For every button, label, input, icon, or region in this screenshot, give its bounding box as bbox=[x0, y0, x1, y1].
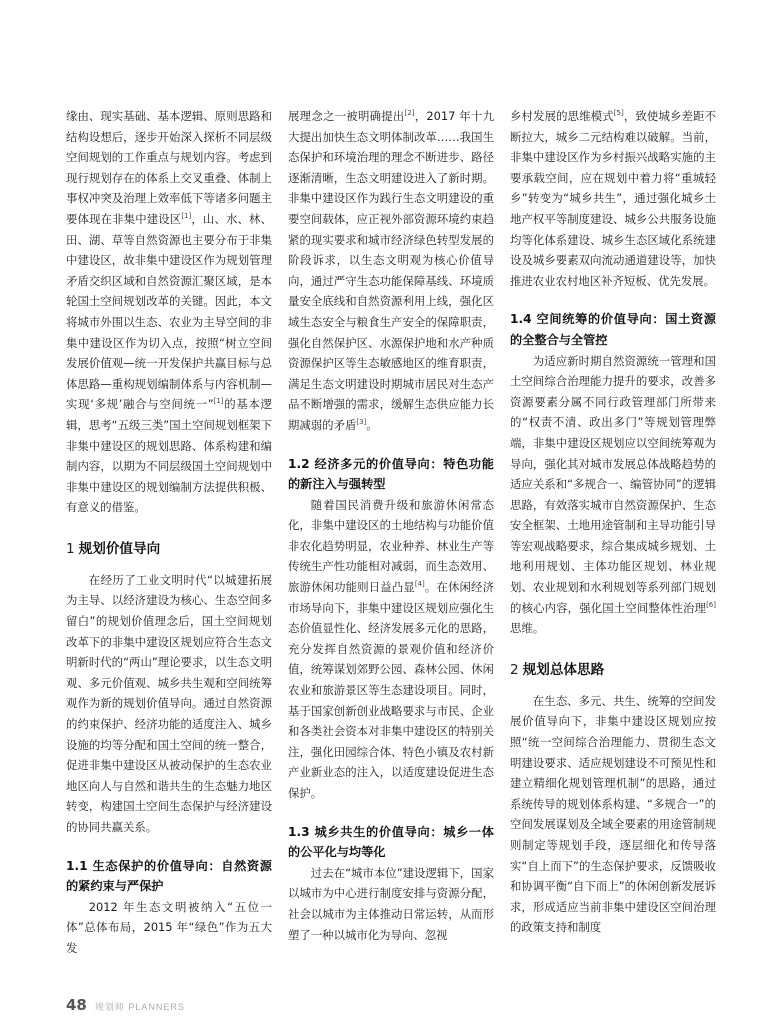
subsection-heading: 1.4 空间统筹的价值导向：国土资源的全整合与全管控 bbox=[510, 312, 716, 347]
subsection-heading: 1.2 经济多元的价值导向：特色功能的新注入与强转型 bbox=[288, 456, 494, 492]
citation-ref[interactable]: [5] bbox=[613, 109, 624, 118]
subsection-heading: 1.1 生态保护的价值导向：自然资源的紧约束与严保护 bbox=[66, 858, 272, 894]
column-middle bbox=[288, 106, 494, 945]
paragraph: 过去在“城市本位”建设逻辑下，国家以城市为中心进行制度安排与资源分配，社会以城市为主体推动日常运转，从而形塑了一种以城市化为导向、忽视 bbox=[288, 865, 494, 942]
paragraph: 随着国民消费升级和旅游休闲常态化，非集中建设区的土地结构与功能价值非农化趋势明显，农业种养、林业生产等传统生产性功能相对减弱，而生态效用、旅游休闲功能则日益凸显[4]。在休闲经济市场导向下，非集中建设区规划应强化生态价值显性化、经济发展多元化的思路，充分发挥自然资源的景观价值和经济价值，统筹谋划郊野公园、森林公园、休闲农业和旅游景区等生态建设项目。同时，基于国家创新创业战略要求与市民、企业和各类社会资本对非集中建设区的特别关注，强化田园综合体、特色小镇及农村新产业新业态的注入，以适度建设促进生态保护。 bbox=[288, 497, 494, 800]
paragraph: 为适应新时期自然资源统一管理和国土空间综合治理能力提升的要求，改善多资源要素分属不同行政管理部门所带来的“权责不清、政出多门”等规划管理弊端，非集中建设区规划应以空间统筹观为导向，强化其对城市发展总体战略趋势的适应关系和“多规合一、编管协同”的逻辑思路，有效落实城市自然资源保护、生态安全框架、土地用途管制和主导功能引导等宏观战略要求，综合集成城乡规划、土地利用规划、主体功能区规划、林业规划、农业规划和水利规划等系列部门规划的核心内容，强化国土空间整体性治理[6]思维。 bbox=[510, 353, 716, 636]
paragraph: 乡村发展的思维模式[5]，致使城乡差距不断拉大，城乡二元结构难以破解。当前，非集中建设区作为乡村振兴战略实施的主要承载空间，应在规划中着力将“重城轻乡”转变为“城乡共生”，通过强化城乡土地产权平等制度建设、城乡公共服务设施均等化体系建设、城乡生态区域化系统建设及城乡要素双向流动通道建设等，加快推进农业农村地区补齐短板、优先发展。 bbox=[510, 109, 716, 288]
paragraph: 在经历了工业文明时代“以城建拓展为主导、以经济建设为核心、生态空间多留白”的规划价值理念后，国土空间规划改革下的非集中建设区规划应符合生态文明新时代的“两山”理论要求，以生态文明观、多元价值观、城乡共生观和空间统筹观作为新的规划价值导向。通过自然资源的约束保护、经济功能的适度注入、城乡设施的均等分配和国土空间的统一整合，促进非集中建设区从被动保护的生态农业地区向人与自然和谐共生的生态魅力地区转变，构建国土空间生态保护与经济建设的协同共赢关系。 bbox=[66, 572, 272, 834]
column-right bbox=[510, 106, 716, 938]
citation-ref[interactable]: [1] bbox=[181, 212, 192, 221]
page-footer bbox=[66, 996, 185, 1016]
citation-ref[interactable]: [2] bbox=[404, 109, 415, 118]
section-heading: 2 规划总体思路 bbox=[510, 661, 605, 678]
page-number: 48 bbox=[66, 996, 87, 1014]
paragraph: 展理念之一被明确提出[2]，2017 年十九大提出加快生态文明体制改革……我国生态保护和环境治理的理念不断进步、路径逐渐清晰，生态文明建设进入了新时期。非集中建设区作为践行生态文明建设的重要空间载体，应正视外部资源环境约束趋紧的现实要求和城市经济绿色转型发展的阶段诉求，以生态文明观为核心价值导向，通过严守生态功能保障基线、环境质量安全底线和自然资源利用上线，强化区域生态安全与粮食生产安全的保障职责，强化自然保护区、水源保护地和水产种质资源保护区等生态敏感地区的维育职责，满足生态文明建设时期城市居民对生态产品不断增强的需求，缓解生态供应能力长期减弱的矛盾[3]。 bbox=[288, 109, 494, 432]
citation-ref[interactable]: [3] bbox=[356, 418, 367, 427]
citation-ref[interactable]: [4] bbox=[414, 580, 425, 589]
paragraph: 缘由、现实基础、基本逻辑、原则思路和结构设想后，逐步开始深入探析不同层级空间规划的工作重点与规划内容。考虑到现行规划存在的体系上交叉重叠、体制上事权冲突及治理上效率低下等诸多问题主要体现在非集中建设区[1]，山、水、林、田、湖、草等自然资源也主要分布于非集中建设区，故非集中建设区作为规划管理矛盾交织区域和自然资源汇聚区域，是本轮国土空间规划改革的关键。因此，本文将城市外围以生态、农业为主导空间的非集中建设区作为切入点，按照“树立空间发展价值观—统一开发保护共赢目标与总体思路—重构规划编制体系与内容机制—实现‘多规’融合与空间统一”[1]的基本逻辑，思考“五级三类”国土空间规划框架下非集中建设区的规划思路、体系构建和编制内容，以期为不同层级国土空间规划中非集中建设区的规划编制方法提供积极、有意义的借鉴。 bbox=[66, 109, 272, 515]
subsection-heading: 1.3 城乡共生的价值导向：城乡一体的公平化与均等化 bbox=[288, 824, 494, 860]
citation-ref[interactable]: [6] bbox=[706, 600, 716, 609]
paragraph: 2012 年生态文明被纳入“五位一体”总体布局，2015 年“绿色”作为五大发 bbox=[66, 899, 272, 955]
citation-ref[interactable]: [1] bbox=[213, 397, 224, 406]
journal-name: 规划师 PLANNERS bbox=[94, 1002, 185, 1012]
section-heading: 1 规划价值导向 bbox=[66, 540, 161, 557]
paragraph: 在生态、多元、共生、统筹的空间发展价值导向下，非集中建设区规划应按照“统一空间综合治理能力、贯彻生态文明建设要求、适应规划建设不可预见性和建立精细化规划管理机制”的思路，通过系统传导的规划体系构建、“多规合一”的空间发展谋划及全域全要素的用途管制规则制定等规划手段，逐层细化和传导落实“自上而下”的生态保护要求，反馈吸收和协调平衡“自下而上”的休闲创新发展诉求，形成适应当前非集中建设区空间治理的政策支持和制度 bbox=[510, 693, 716, 935]
column-left bbox=[66, 106, 272, 959]
